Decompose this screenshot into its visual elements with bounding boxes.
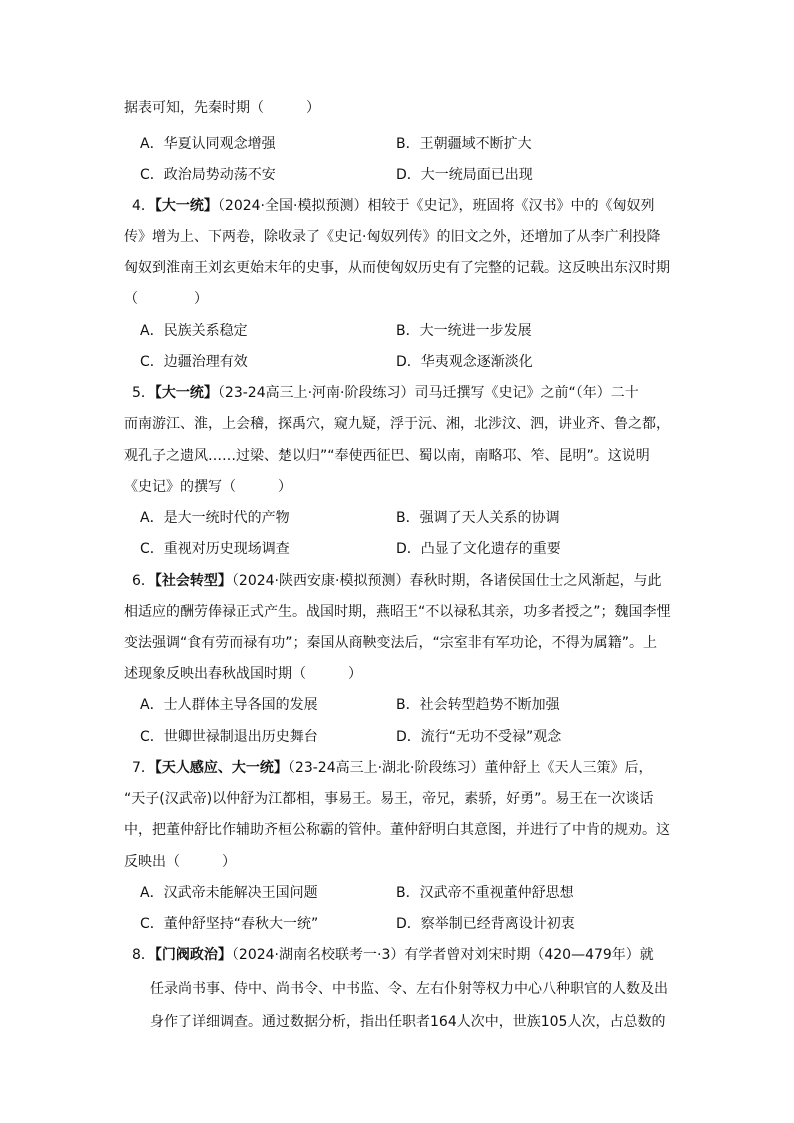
q5-option-a: A．是大一统时代的产物 [140, 510, 290, 526]
q7-tag: 【天人感应、大一统】 [154, 760, 288, 776]
q6-stem-line-4: 述现象反映出春秋战国时期（ ） [124, 666, 362, 682]
q5-number: 5． [132, 385, 155, 401]
q7-option-a: A．汉武帝未能解决王国问题 [140, 885, 318, 901]
q3-option-c: C．政治局势动荡不安 [140, 167, 276, 183]
q6-stem-line-3: 变法强调“食有劳而禄有功”；秦国从商鞅变法后，“宗室非有军功论，不得为属籍”。上 [124, 635, 658, 651]
q7-line-1: （23-24高三上·湖北·阶段练习）董仲舒上《天人三策》后， [287, 760, 653, 776]
q3-option-b: B．王朝疆域不断扩大 [396, 136, 532, 152]
q6-option-a: A．士人群体主导各国的发展 [140, 697, 318, 713]
q3-option-a: A．华夏认同观念增强 [140, 136, 276, 152]
q8-line-1: （2024·湖南名校联考一·3）有学者曾对刘宋时期（420—479年）就 [231, 947, 654, 963]
q5-option-b: B．强调了天人关系的协调 [396, 510, 560, 526]
q7-option-d: D．察举制已经背离设计初衷 [396, 916, 575, 932]
q7-option-c: C．董仲舒坚持“春秋大一统” [140, 916, 319, 932]
q5-option-d: D．凸显了文化遗存的重要 [396, 541, 561, 557]
q7-option-b: B．汉武帝不重视董仲舒思想 [396, 885, 574, 901]
q5-stem-line-4: 《史记》的撰写（ ） [124, 479, 292, 495]
q7-stem-line-4: 反映出（ ） [124, 854, 236, 870]
q6-number: 6． [132, 573, 155, 589]
q4-stem-line-4: （ ） [124, 291, 208, 307]
q5-tag: 【大一统】 [154, 385, 218, 401]
q5-stem-line-3: 观孔子之遗风……过梁、楚以归”“奉使西征巴、蜀以南，南略邛、笮、昆明”。这说明 [124, 448, 650, 464]
q8-stem-line-3: 身作了详细调查。通过数据分析，指出任职者164人次中，世族105人次，占总数的 [150, 1014, 666, 1030]
q4-option-b: B．大一统进一步发展 [396, 323, 532, 339]
q7-stem-line-1 [132, 758, 653, 778]
q8-tag: 【门阀政治】 [154, 947, 232, 963]
q4-tag: 【大一统】 [154, 198, 218, 214]
q4-number: 4． [132, 198, 155, 214]
q4-stem-line-2: 传》增为上、下两卷，除收录了《史记·匈奴列传》的旧文之外，还增加了从李广利投降 [124, 229, 661, 245]
q5-line-1: （23-24高三上·河南·阶段练习）司马迁撰写《史记》之前“（年）二十 [217, 385, 639, 401]
q5-stem-line-1 [132, 383, 639, 403]
q5-option-c: C．重视对历史现场调查 [140, 541, 290, 557]
q8-stem-line-2: 任录尚书事、侍中、尚书令、中书监、令、左右仆射等权力中心八种职官的人数及出 [150, 981, 668, 997]
q6-tag: 【社会转型】 [154, 573, 232, 589]
q4-line-1: （2024·全国·模拟预测）相较于《史记》，班固将《汉书》中的《匈奴列 [217, 198, 655, 214]
q7-number: 7． [132, 760, 155, 776]
q7-stem-line-3: 中，把董仲舒比作辅助齐桓公称霸的管仲。董仲舒明白其意图，并进行了中肯的规劝。这 [124, 822, 670, 838]
q4-option-a: A．民族关系稳定 [140, 323, 248, 339]
q6-option-c: C．世卿世禄制退出历史舞台 [140, 729, 318, 745]
q8-stem-line-1 [132, 945, 654, 965]
q3-option-d: D．大一统局面已出现 [396, 167, 533, 183]
q6-line-1: （2024·陕西安康·模拟预测）春秋时期，各诸侯国仕士之风渐起，与此 [231, 573, 662, 589]
q6-stem-line-2: 相适应的酬劳俸禄正式产生。战国时期，燕昭王“不以禄私其亲，功多者授之”；魏国李悝 [124, 604, 671, 620]
q4-option-d: D．华夷观念逐渐淡化 [396, 354, 533, 370]
q7-stem-line-2: “天子(汉武帝)以仲舒为江都相，事易王。易王，帝兄，素骄，好勇”。易王在一次谈话 [124, 791, 654, 807]
q6-stem-line-1 [132, 571, 661, 591]
q6-option-d: D．流行“无功不受禄”观念 [396, 729, 562, 745]
q3-stem-tail: 据表可知，先秦时期（ ） [124, 100, 320, 116]
q4-option-c: C．边疆治理有效 [140, 354, 248, 370]
q4-stem-line-1 [132, 196, 654, 216]
q4-stem-line-3: 匈奴到淮南王刘玄更始末年的史事，从而使匈奴历史有了完整的记载。这反映出东汉时期 [124, 260, 670, 276]
q5-stem-line-2: 而南游江、淮，上会稽，探禹穴，窥九疑，浮于沅、湘，北涉汶、泗，讲业齐、鲁之都， [124, 416, 670, 432]
q8-number: 8． [132, 947, 155, 963]
q6-option-b: B．社会转型趋势不断加强 [396, 697, 560, 713]
